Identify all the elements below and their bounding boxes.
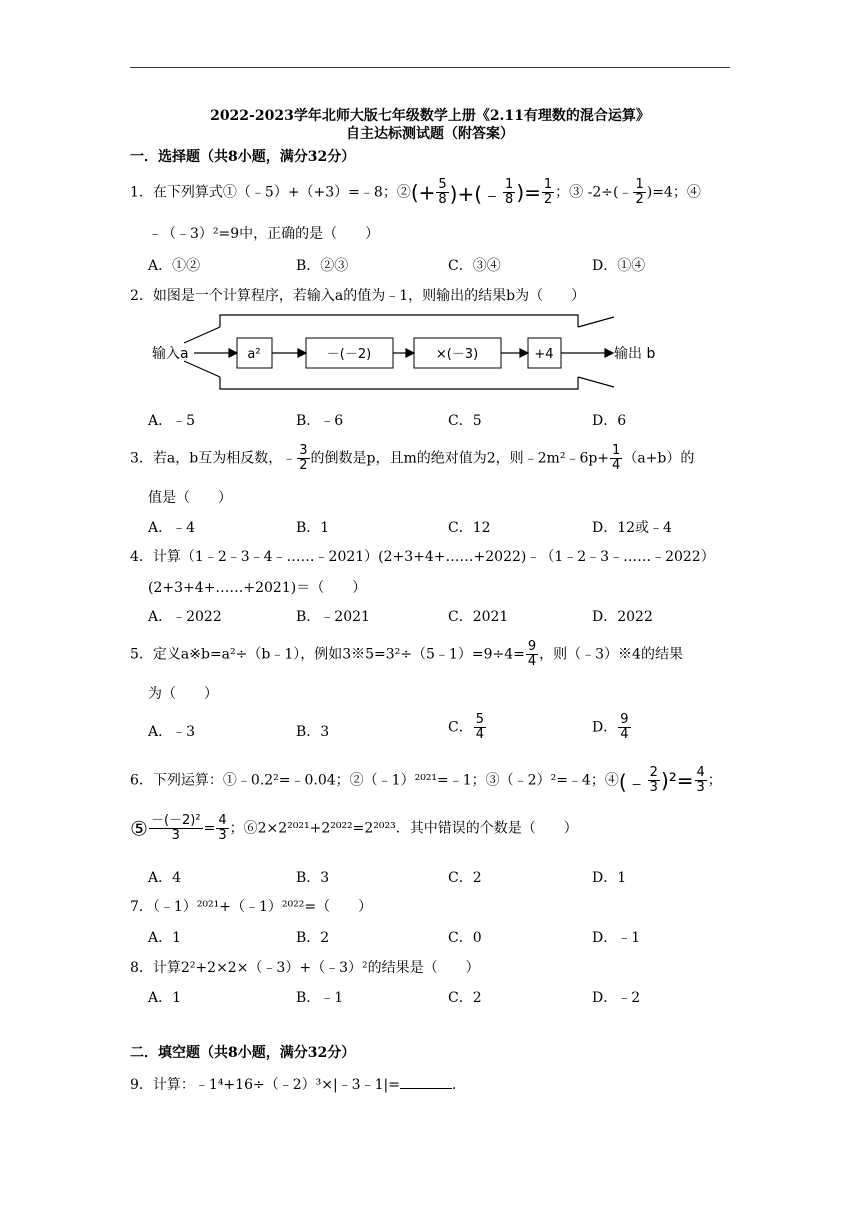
question-6-line-1 [130,766,722,795]
numerator: 4 [696,765,705,780]
q7-option-c[interactable]: C．0 [448,930,482,946]
numerator: 1 [612,443,621,458]
q1-text-a: 1．在下列算式①（﹣5）+（+3）=﹣8；② [130,184,411,201]
question-1-line-1 [130,178,701,207]
q2-option-a[interactable]: A．﹣5 [148,413,196,429]
fraction [474,713,486,742]
q6-paren-b: )²= [660,768,694,793]
fraction [436,178,448,207]
numerator: 5 [475,712,484,727]
numerator: 9 [527,639,537,654]
denominator: 8 [505,192,514,207]
question-5-line-1 [130,640,683,669]
question-5-line-2: 为（ ） [148,686,218,702]
question-1-line-2: ﹣（﹣3）²=9中，正确的是（ ） [148,226,380,242]
denominator: 4 [620,727,629,742]
calculation-flowchart [148,313,668,391]
q6-option-d[interactable]: D．1 [592,870,627,886]
denominator: 3 [218,828,227,843]
fraction [216,814,228,843]
numerator: 9 [620,712,629,727]
question-4-line-1: 4．计算（1﹣2﹣3﹣4﹣……﹣2021）(2+3+4+……+2022)﹣（1﹣2﹣3﹣……﹣2022） [130,549,715,565]
fraction [695,766,707,795]
question-9-stem [130,1074,466,1094]
question-6-line-2 [130,814,578,843]
fraction [618,713,630,742]
q3-option-b[interactable]: B．1 [296,520,330,536]
q1-paren-b: )+(﹣ [449,182,503,206]
q8-option-d[interactable]: D．﹣2 [592,990,641,1006]
q8-option-b[interactable]: B．﹣1 [296,990,344,1006]
q1-option-a[interactable]: A．①② [148,258,201,274]
q5-option-d[interactable] [592,713,632,742]
denominator: 4 [475,727,484,742]
q6-paren-a: (﹣ [618,770,647,794]
denominator: 4 [527,654,537,669]
q3-option-d[interactable]: D．12或﹣4 [592,520,672,536]
q8-option-c[interactable]: C．2 [448,990,482,1006]
q4-option-a[interactable]: A．﹣2022 [148,609,222,625]
fraction [648,766,660,795]
q5-text-b: ，则（﹣3）※4的结果 [539,646,683,663]
section-fill-heading: 二．填空题（共8小题，满分32分） [130,1045,356,1061]
q6-text-b: ； [707,772,722,789]
fraction [503,178,515,207]
q3-option-a[interactable]: A．﹣4 [148,520,196,536]
header-rule [130,67,730,68]
q1-text-c: )=4；④ [646,184,701,201]
q3-option-c[interactable]: C．12 [448,520,491,536]
q3-text-c: （a+b）的 [623,450,695,467]
denominator: 2 [635,192,644,207]
q3-text-b: 的倒数是p，且m的绝对值为2，则﹣2m²﹣6p+ [310,450,610,467]
q6-option-c[interactable]: C．2 [448,870,482,886]
q2-option-b[interactable]: B．﹣6 [296,413,344,429]
flow-step-subtract: －(－2) [326,347,372,362]
fraction [610,444,622,473]
q6-equals: = [203,820,216,837]
flow-step-square: a² [247,347,261,362]
title-line-1: 2022-2023学年北师大版七年级数学上册《2.11有理数的混合运算》 [210,108,650,124]
denominator: 3 [649,780,658,795]
q4-option-b[interactable]: B．﹣2021 [296,609,370,625]
denominator: 3 [171,828,180,843]
q2-option-d[interactable]: D．6 [592,413,627,429]
denominator: 2 [299,458,308,473]
question-3-line-2: 值是（ ） [148,490,232,506]
q5-option-d-letter: D． [592,719,618,736]
q6-option-b[interactable]: B．3 [296,870,330,886]
q1-option-c[interactable]: C．③④ [448,258,501,274]
q7-option-b[interactable]: B．2 [296,930,330,946]
question-8-stem: 8．计算2²+2×2×（﹣3）+（﹣3）²的结果是（ ） [130,960,480,976]
q6-option-a[interactable]: A．4 [148,870,182,886]
question-4-line-2: (2+3+4+……+2021)＝（ ） [148,580,367,596]
q5-option-a[interactable]: A．﹣3 [148,724,196,740]
numerator: －(－2)² [150,813,201,828]
q1-text-b: ；③ -2÷(﹣ [555,184,633,201]
q5-text-a: 5．定义a※b=a²÷（b﹣1），例如3※5=3²÷（5﹣1）=9÷4= [130,646,525,663]
fraction [297,444,309,473]
flow-output-label: 输出 b [614,346,656,362]
question-2-stem: 2．如图是一个计算程序，若输入a的值为﹣1，则输出的结果b为（ ） [130,288,586,304]
denominator: 8 [438,192,447,207]
answer-blank[interactable] [400,1076,452,1089]
q4-option-c[interactable]: C．2021 [448,609,509,625]
q9-period: ． [451,1077,466,1093]
q1-option-b[interactable]: B．②③ [296,258,349,274]
fraction [542,178,554,207]
flow-step-add: +4 [534,347,554,362]
numerator: 4 [218,813,227,828]
section-choice-heading: 一．选择题（共8小题，满分32分） [130,149,356,165]
q9-text: 9．计算：﹣1⁴+16÷（﹣2）³×|﹣3﹣1|= [130,1077,400,1093]
fraction [149,814,203,843]
numerator: 5 [438,177,447,192]
numerator: 3 [299,443,308,458]
q5-option-b[interactable]: B．3 [296,724,330,740]
question-7-stem: 7．（﹣1）²⁰²¹+（﹣1）²⁰²²=（ ） [130,899,373,915]
denominator: 3 [696,780,705,795]
fraction [526,640,538,669]
numerator: 1 [505,177,514,192]
flow-input-label: 输入a [152,346,189,362]
q6-circle-5: ⑤ [130,816,148,841]
flow-step-multiply: ×(－3) [435,347,479,362]
q1-paren-c: )= [516,180,541,205]
denominator: 2 [543,192,553,207]
q7-option-d[interactable]: D．﹣1 [592,930,641,946]
q2-option-c[interactable]: C．5 [448,413,482,429]
q5-option-c[interactable] [448,713,487,742]
question-3-line-1 [130,444,694,473]
numerator: 1 [635,177,644,192]
title-line-2: 自主达标测试题（附答案） [346,126,514,142]
fraction [633,178,645,207]
numerator: 2 [649,765,658,780]
q1-paren-a: (+ [410,180,436,205]
q6-text-c: ；⑥2×2²⁰²¹+2²⁰²²=2²⁰²³．其中错误的个数是（ ） [229,820,578,837]
q7-option-a[interactable]: A．1 [148,930,182,946]
q1-option-d[interactable]: D．①④ [592,258,646,274]
numerator: 1 [543,177,553,192]
q6-text-a: 6．下列运算：①﹣0.2²=﹣0.04；②（﹣1）²⁰²¹=﹣1；③（﹣2）²=﹣4；④ [130,772,619,789]
q8-option-a[interactable]: A．1 [148,990,182,1006]
q5-option-c-letter: C． [448,719,473,736]
q3-text-a: 3．若a，b互为相反数，﹣ [130,450,297,467]
denominator: 4 [612,458,621,473]
q4-option-d[interactable]: D．2022 [592,609,653,625]
